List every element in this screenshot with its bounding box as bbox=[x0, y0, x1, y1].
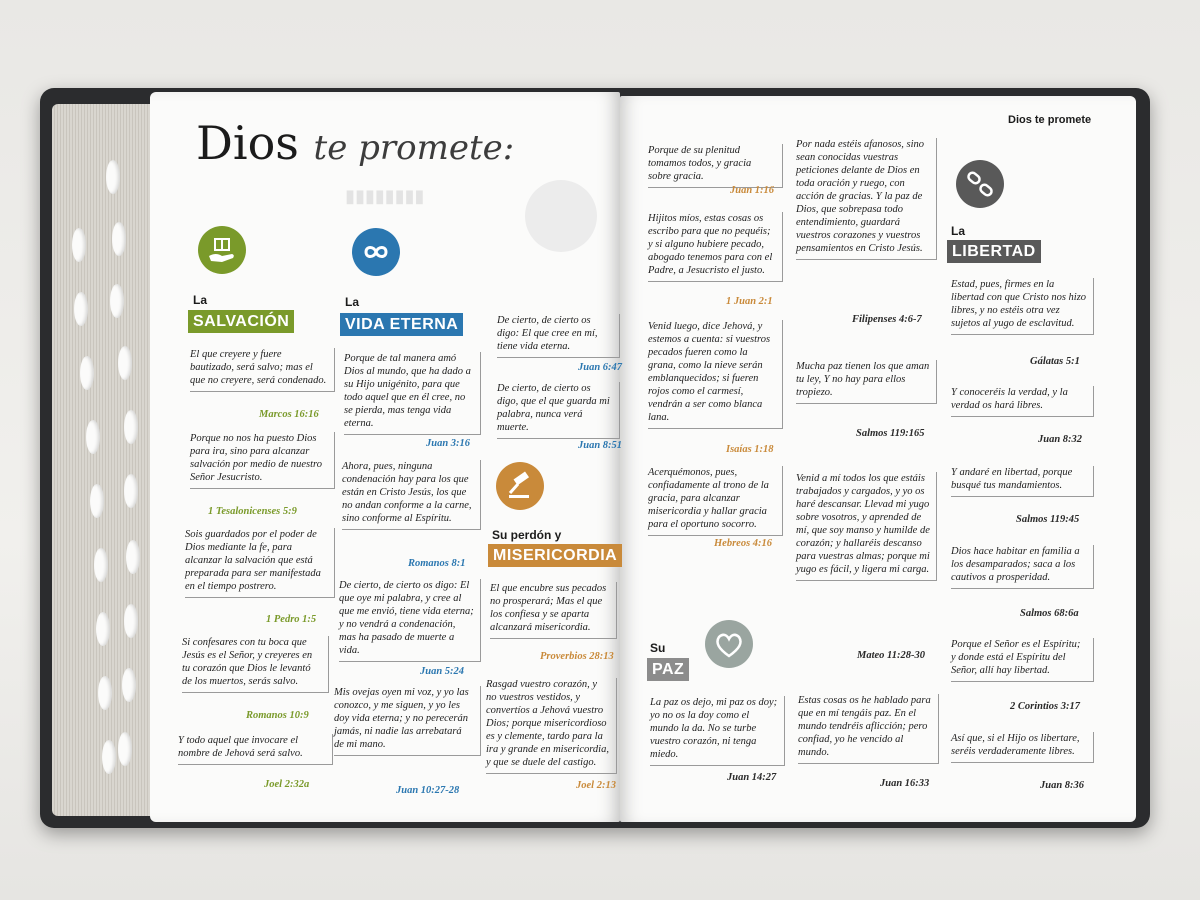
thumb-index-tab[interactable] bbox=[86, 420, 100, 454]
verse-text: La paz os dejo, mi paz os doy; yo no os la doy como el mundo la da. No se turbe vuestro corazón, ni tenga miedo. bbox=[650, 696, 785, 766]
verse-text: Así que, si el Hijo os libertare, seréis verdaderamente libres. bbox=[951, 732, 1094, 763]
verse-reference: Salmos 119:165 bbox=[856, 428, 925, 439]
thumb-index-tab[interactable] bbox=[122, 668, 136, 702]
section-prefix: La bbox=[193, 293, 208, 307]
broken-chain-icon bbox=[956, 160, 1004, 208]
verse-text: Porque de su plenitud tomamos todos, y gracia sobre gracia. bbox=[648, 144, 783, 188]
section-banner-paz: PAZ bbox=[647, 658, 689, 681]
thumb-index-tab[interactable] bbox=[96, 612, 110, 646]
verse-text: Mis ovejas oyen mi voz, y yo las conozco, y me siguen, y yo les doy vida eterna; y no perecerán jamás, ni nadie las arrebatará de mi mano. bbox=[334, 686, 481, 756]
verse-reference: Isaías 1:18 bbox=[726, 444, 774, 455]
verse-text: Porque no nos ha puesto Dios para ira, sino para alcanzar salvación por medio de nuestro Señor Jesucristo. bbox=[190, 432, 335, 489]
title-main: Dios bbox=[196, 116, 299, 170]
section-prefix: La bbox=[951, 224, 966, 238]
verse-text: Si confesares con tu boca que Jesús es el Señor, y creyeres en tu corazón que Dios le levantó de los muertos, serás salvo. bbox=[182, 636, 329, 693]
verse-text: El que encubre sus pecados no prosperará; Mas el que los confiesa y se aparta alcanzará misericordia. bbox=[490, 582, 617, 639]
section-banner-libertad: LIBERTAD bbox=[947, 240, 1041, 263]
verse-text: El que creyere y fuere bautizado, será salvo; mas el que no creyere, será condenado. bbox=[190, 348, 335, 392]
verse-reference: 1 Pedro 1:5 bbox=[266, 614, 317, 625]
verse-text: Venid luego, dice Jehová, y estemos a cuenta: si vuestros pecados fueren como la grana, como la nieve serán emblanquecidos; si fueren rojos como el carmesí, vendrán a ser como blanca lana. bbox=[648, 320, 783, 429]
title-italic: te promete: bbox=[313, 128, 515, 168]
verse-text: Porque el Señor es el Espíritu; y donde está el Espíritu del Señor, allí hay libertad. bbox=[951, 638, 1094, 682]
verse-reference: Gálatas 5:1 bbox=[1030, 356, 1080, 367]
verse-reference: Hebreos 4:16 bbox=[714, 538, 773, 549]
thumb-index-tab[interactable] bbox=[118, 732, 132, 766]
section-banner-vida-eterna: VIDA ETERNA bbox=[340, 313, 463, 336]
verse-text: Por nada estéis afanosos, sino sean conocidas vuestras peticiones delante de Dios en toda oración y ruego, con acción de gracias. Y la paz de Dios, que sobrepasa todo entendimiento, guardará vuestros corazones y vuestros pensamientos en Cristo Jesús. bbox=[796, 138, 937, 260]
thumb-index-tab[interactable] bbox=[80, 356, 94, 390]
verse-reference: 1 Juan 2:1 bbox=[726, 296, 773, 307]
infinity-icon bbox=[352, 228, 400, 276]
section-banner-salvacion: SALVACIÓN bbox=[188, 310, 294, 333]
verse-text: Hijitos míos, estas cosas os escribo para que no pequéis; y si alguno hubiere pecado, abogado tenemos para con el Padre, a Jesucristo el justo. bbox=[648, 212, 783, 282]
verse-reference: Filipenses 4:6-7 bbox=[852, 314, 922, 325]
verse-text: Rasgad vuestro corazón, y no vuestros vestidos, y convertíos a Jehová vuestro Dios; porque misericordioso es y clemente, tardo para la ira y grande en misericordia, y que se duele del castigo. bbox=[486, 678, 617, 774]
verse-text: De cierto, de cierto os digo: El que cree en mí, tiene vida eterna. bbox=[497, 314, 620, 358]
verse-reference: Joel 2:32a bbox=[264, 779, 310, 790]
verse-text: Y todo aquel que invocare el nombre de Jehová será salvo. bbox=[178, 734, 333, 765]
section-prefix: Su bbox=[650, 641, 666, 655]
verse-text: Y conoceréis la verdad, y la verdad os hará libres. bbox=[951, 386, 1094, 417]
thumb-index-tab[interactable] bbox=[124, 604, 138, 638]
thumb-index-tab[interactable] bbox=[94, 548, 108, 582]
thumb-index-tab[interactable] bbox=[102, 740, 116, 774]
verse-reference: Juan 5:24 bbox=[420, 666, 465, 677]
thumb-index-tab[interactable] bbox=[112, 222, 126, 256]
page-title bbox=[196, 116, 514, 170]
thumb-index-tab[interactable] bbox=[98, 676, 112, 710]
verse-text: Acerquémonos, pues, confiadamente al trono de la gracia, para alcanzar misericordia y hallar gracia para el oportuno socorro. bbox=[648, 466, 783, 536]
verse-reference: 1 Tesalonicenses 5:9 bbox=[208, 506, 297, 517]
verse-reference: Salmos 119:45 bbox=[1016, 514, 1080, 525]
verse-text: Mucha paz tienen los que aman tu ley, Y no hay para ellos tropiezo. bbox=[796, 360, 937, 404]
verse-text: De cierto, de cierto os digo, que el que guarda mi palabra, nunca verá muerte. bbox=[497, 382, 620, 439]
verse-text: Venid a mí todos los que estáis trabajados y cargados, y yo os haré descansar. Llevad mi yugo sobre vosotros, y aprended de mí, que soy manso y humilde de corazón; y hallaréis descanso para vuestras almas; porque mi yugo es fácil, y ligera mi carga. bbox=[796, 472, 937, 581]
verse-text: Estas cosas os he hablado para que en mí tengáis paz. En el mundo tendréis aflicción; pero confiad, yo he vencido al mundo. bbox=[798, 694, 939, 764]
thumb-index-tab[interactable] bbox=[90, 484, 104, 518]
thumb-index-tab[interactable] bbox=[72, 228, 86, 262]
thumb-index-tab[interactable] bbox=[124, 410, 138, 444]
gift-hand-icon bbox=[198, 226, 246, 274]
verse-reference: Juan 16:33 bbox=[880, 778, 930, 789]
section-prefix: Su perdón y bbox=[492, 528, 562, 542]
verse-text: Ahora, pues, ninguna condenación hay para los que están en Cristo Jesús, los que no andan conforme a la carne, sino conforme al Espíritu. bbox=[342, 460, 481, 530]
verse-reference: Juan 14:27 bbox=[727, 772, 777, 783]
verse-text: Sois guardados por el poder de Dios mediante la fe, para alcanzar la salvación que está preparada para ser manifestada en el tiempo postrero. bbox=[185, 528, 335, 598]
verse-reference: Juan 1:16 bbox=[730, 185, 775, 196]
verse-reference: Juan 8:51 bbox=[578, 440, 623, 451]
verse-reference: Juan 8:36 bbox=[1040, 780, 1085, 791]
verse-text: Porque de tal manera amó Dios al mundo, que ha dado a su Hijo unigénito, para que todo aquel que en él cree, no se pierda, mas tenga vida eterna. bbox=[344, 352, 481, 435]
section-banner-misericordia: MISERICORDIA bbox=[488, 544, 622, 567]
section-prefix: La bbox=[345, 295, 360, 309]
verse-reference: Juan 6:47 bbox=[578, 362, 623, 373]
verse-reference: Romanos 10:9 bbox=[246, 710, 309, 721]
verse-reference: Joel 2:13 bbox=[576, 780, 616, 791]
thumb-index-tab[interactable] bbox=[74, 292, 88, 326]
verse-reference: Marcos 16:16 bbox=[259, 409, 319, 420]
verse-reference: Juan 10:27-28 bbox=[396, 785, 460, 796]
running-head: Dios te promete bbox=[1008, 114, 1092, 126]
thumb-index-tab[interactable] bbox=[124, 474, 138, 508]
verse-text: Estad, pues, firmes en la libertad con que Cristo nos hizo libres, y no estéis otra vez sujetos al yugo de esclavitud. bbox=[951, 278, 1094, 335]
verse-text: De cierto, de cierto os digo: El que oye mi palabra, y cree al que me envió, tiene vida eterna; y no vendrá a condenación, mas ha pasado de muerte a vida. bbox=[339, 579, 481, 662]
show-through-icon bbox=[525, 180, 597, 252]
thumb-index-tab[interactable] bbox=[106, 160, 120, 194]
verse-reference: Proverbios 28:13 bbox=[540, 651, 614, 662]
verse-text: Dios hace habitar en familia a los desamparados; saca a los cautivos a prosperidad. bbox=[951, 545, 1094, 589]
verse-reference: Mateo 11:28-30 bbox=[857, 650, 925, 661]
thumb-index-tab[interactable] bbox=[118, 346, 132, 380]
show-through-text: ▮▮▮▮▮▮▮▮ bbox=[345, 186, 425, 207]
gavel-icon bbox=[496, 462, 544, 510]
verse-reference: Juan 3:16 bbox=[426, 438, 471, 449]
verse-text: Y andaré en libertad, porque busqué tus mandamientos. bbox=[951, 466, 1094, 497]
verse-reference: 2 Corintios 3:17 bbox=[1010, 701, 1081, 712]
verse-reference: Romanos 8:1 bbox=[408, 558, 466, 569]
thumb-index-tab[interactable] bbox=[110, 284, 124, 318]
verse-reference: Juan 8:32 bbox=[1038, 434, 1083, 445]
thumb-index-tab[interactable] bbox=[126, 540, 140, 574]
handshake-heart-icon bbox=[705, 620, 753, 668]
verse-reference: Salmos 68:6a bbox=[1020, 608, 1079, 619]
